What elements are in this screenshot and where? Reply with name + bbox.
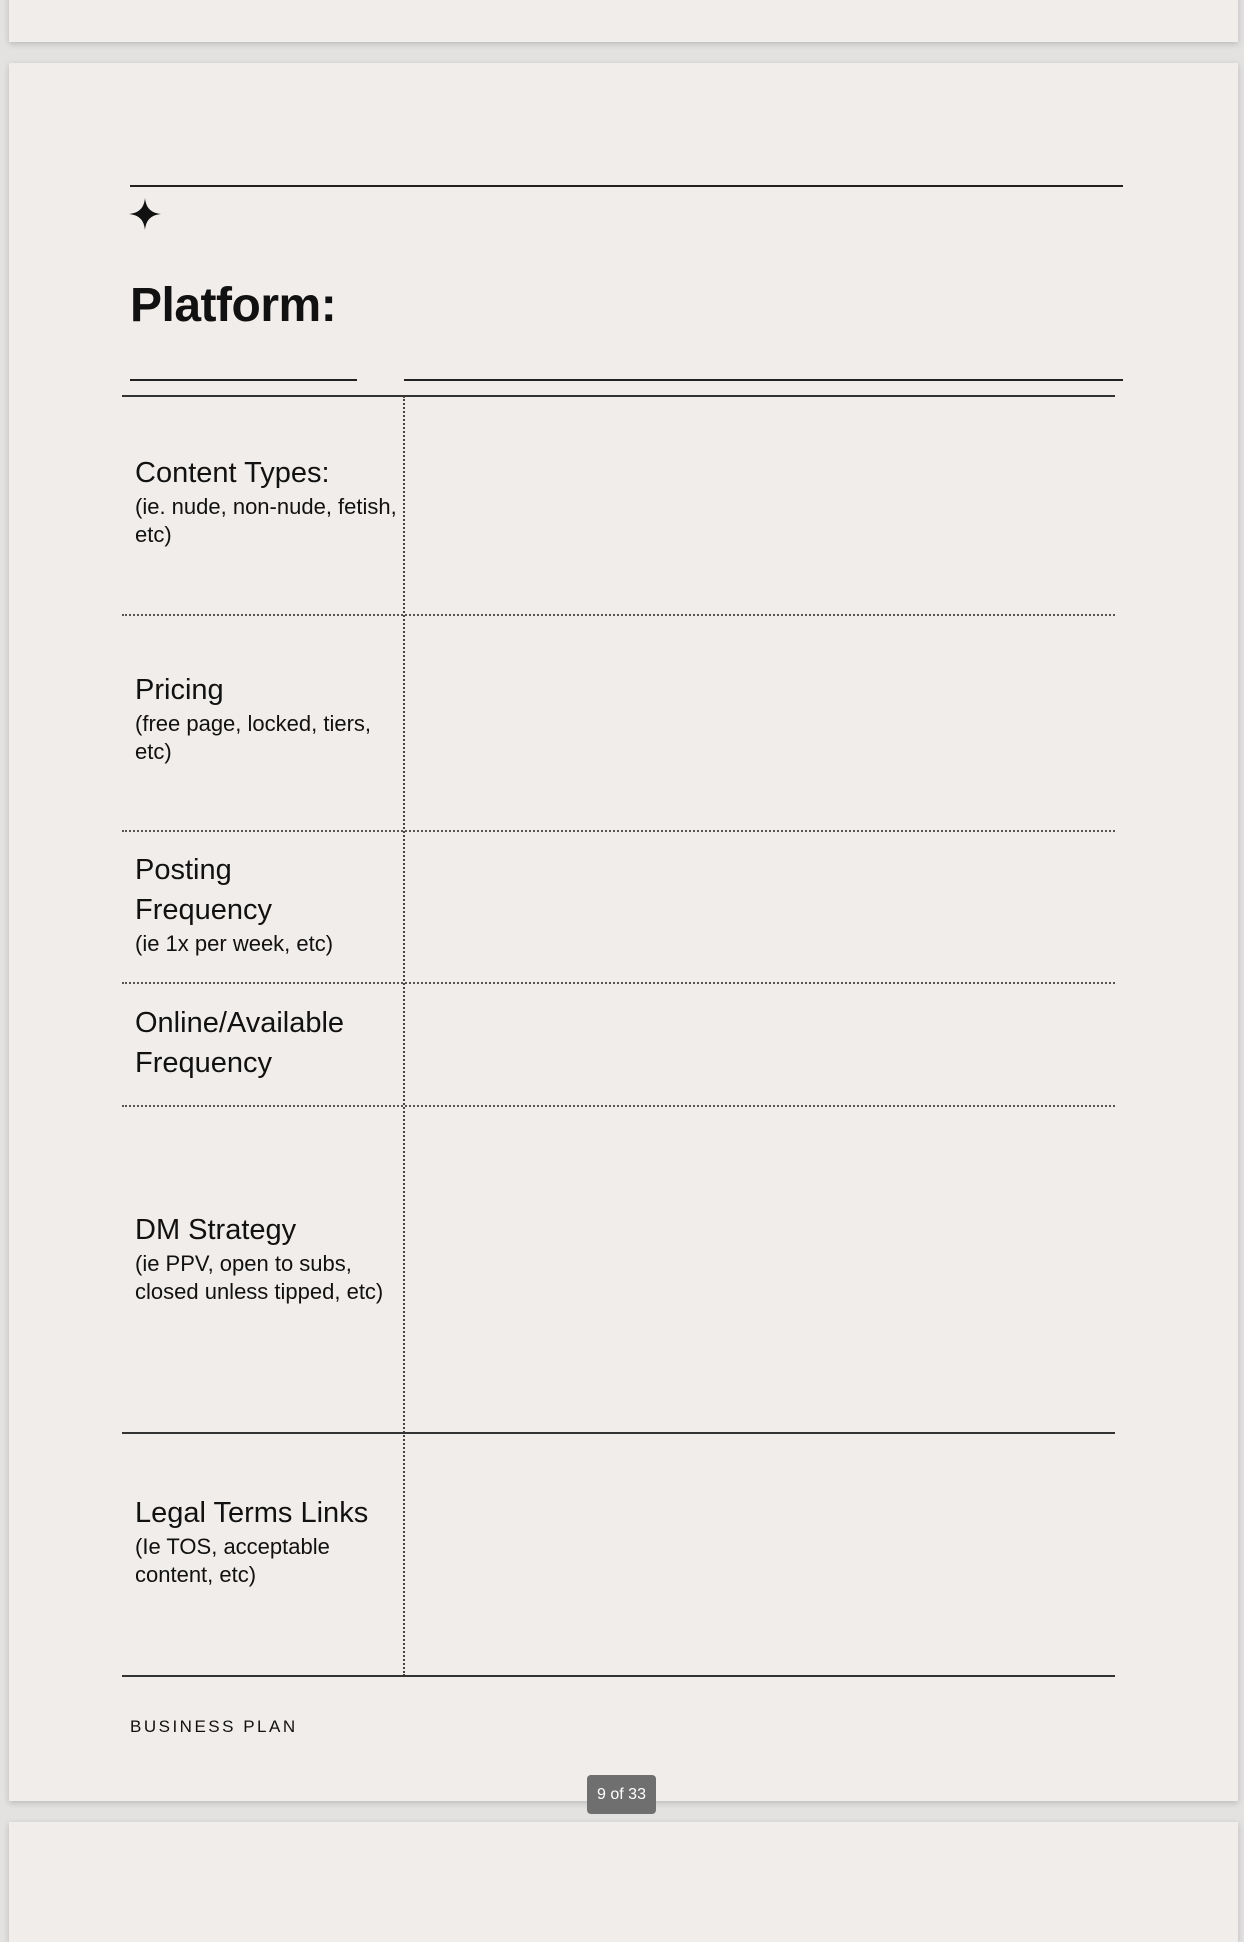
platform-blank-short bbox=[130, 379, 357, 381]
row-label-online-frequency bbox=[135, 1003, 395, 1083]
next-page bbox=[9, 1822, 1238, 1942]
table-bottom-border bbox=[122, 1675, 1115, 1677]
page-title: Platform: bbox=[130, 279, 337, 332]
row-label-dm-strategy bbox=[135, 1210, 405, 1306]
row-heading: DM Strategy bbox=[135, 1214, 297, 1246]
row-divider bbox=[122, 982, 1115, 984]
row-heading: Pricing bbox=[135, 674, 224, 706]
row-label-posting-frequency bbox=[135, 850, 334, 958]
row-divider bbox=[122, 614, 1115, 616]
row-note: (ie 1x per week, etc) bbox=[135, 931, 334, 956]
row-heading: Legal Terms Links bbox=[135, 1497, 369, 1529]
row-heading: Online/Available Frequency bbox=[135, 1007, 345, 1079]
row-note: (ie. nude, non-nude, fetish, etc) bbox=[135, 494, 397, 547]
row-divider bbox=[122, 830, 1115, 832]
platform-blank-long bbox=[404, 379, 1123, 381]
four-point-star-icon bbox=[129, 198, 161, 230]
row-label-pricing bbox=[135, 670, 405, 766]
row-note: (free page, locked, tiers, etc) bbox=[135, 711, 372, 764]
row-divider bbox=[122, 1105, 1115, 1107]
row-note: (ie PPV, open to subs, closed unless tipped, etc) bbox=[135, 1251, 384, 1304]
row-heading: Content Types: bbox=[135, 457, 330, 489]
row-divider bbox=[122, 1432, 1115, 1434]
previous-page bbox=[9, 0, 1238, 42]
footer-label: BUSINESS PLAN bbox=[130, 1717, 298, 1736]
row-label-content-types bbox=[135, 453, 405, 549]
top-rule bbox=[130, 185, 1123, 187]
row-label-legal-terms bbox=[135, 1493, 415, 1589]
row-note: (Ie TOS, acceptable content, etc) bbox=[135, 1534, 330, 1587]
page-indicator: 9 of 33 bbox=[587, 1775, 656, 1814]
row-heading: Posting Frequency bbox=[135, 854, 273, 926]
table-column-divider bbox=[403, 396, 405, 1676]
table-top-border bbox=[122, 395, 1115, 397]
current-page bbox=[9, 63, 1238, 1801]
